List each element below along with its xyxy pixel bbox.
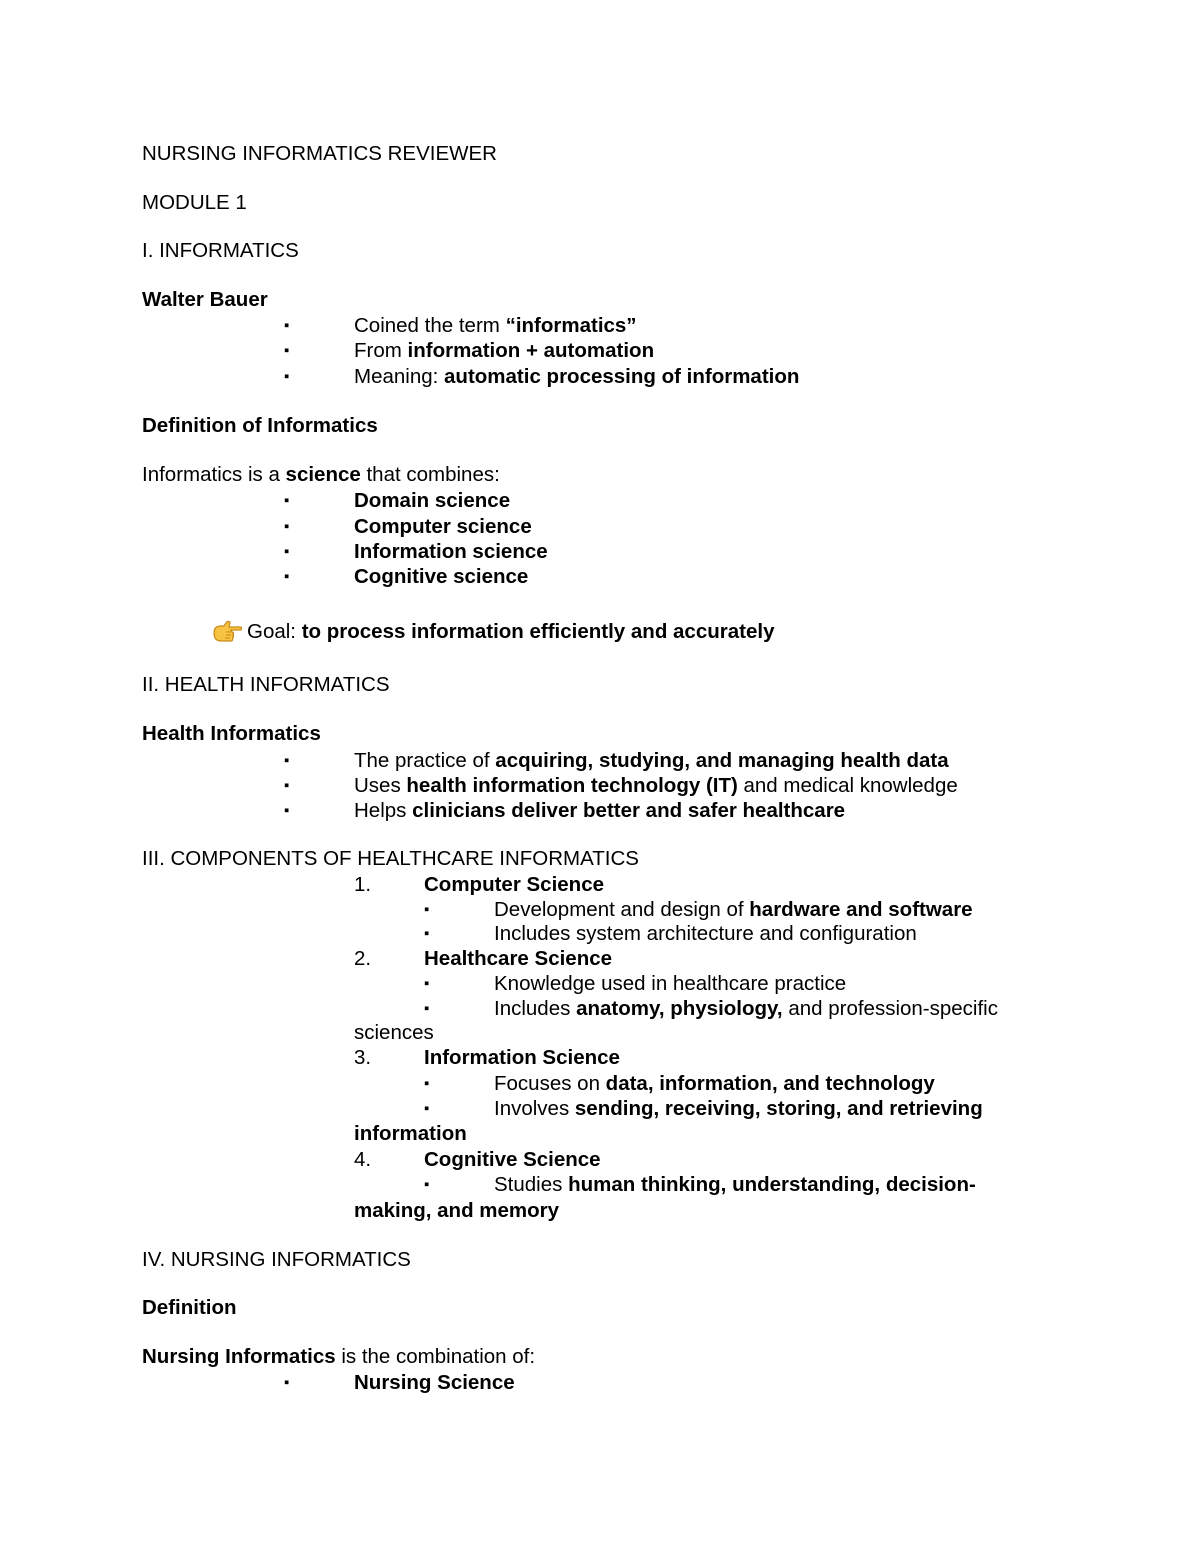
bullet-item-continuation: information — [354, 1122, 467, 1145]
bullet-icon: ▪ — [424, 1075, 430, 1092]
pointing-hand-icon — [212, 619, 242, 643]
bullet-icon: ▪ — [424, 901, 430, 918]
bullet-icon: ▪ — [284, 342, 290, 359]
bullet-item: Computer science — [354, 515, 532, 538]
bullet-item: Helps clinicians deliver better and safer healthcare — [354, 799, 846, 822]
bullet-item-continuation: making, and memory — [354, 1199, 560, 1222]
informatics-intro: Informatics is a science that combines: — [142, 463, 500, 486]
bullet-item: Includes anatomy, physiology, and profession-specific — [494, 997, 998, 1020]
bullet-icon: ▪ — [284, 317, 290, 334]
section-3-heading: III. COMPONENTS OF HEALTHCARE INFORMATICS — [142, 847, 639, 870]
bullet-item: Information science — [354, 540, 548, 563]
component-title: Cognitive Science — [424, 1148, 601, 1171]
bullet-item-continuation: sciences — [354, 1021, 434, 1044]
bullet-item: Development and design of hardware and software — [494, 898, 973, 921]
bullet-icon: ▪ — [424, 975, 430, 992]
bullet-icon: ▪ — [424, 1176, 430, 1193]
bullet-icon: ▪ — [424, 1000, 430, 1017]
bullet-icon: ▪ — [284, 802, 290, 819]
bullet-item: From information + automation — [354, 339, 655, 362]
bullet-item: Domain science — [354, 489, 511, 512]
list-number: 2. — [354, 947, 372, 970]
bullet-icon: ▪ — [284, 543, 290, 560]
health-informatics-subheading: Health Informatics — [142, 722, 321, 745]
section-2-heading: II. HEALTH INFORMATICS — [142, 673, 390, 696]
bullet-icon: ▪ — [284, 777, 290, 794]
bullet-icon: ▪ — [284, 368, 290, 385]
bullet-item: Includes system architecture and configuration — [494, 922, 917, 945]
bullet-icon: ▪ — [284, 752, 290, 769]
bullet-item: The practice of acquiring, studying, and managing health data — [354, 749, 949, 772]
bullet-icon: ▪ — [284, 492, 290, 509]
document-title: NURSING INFORMATICS REVIEWER — [142, 142, 497, 165]
component-title: Information Science — [424, 1046, 620, 1069]
list-number: 3. — [354, 1046, 372, 1069]
goal-statement: Goal: to process information efficiently and accurately — [247, 620, 775, 643]
bullet-icon: ▪ — [284, 1374, 290, 1391]
list-number: 1. — [354, 873, 372, 896]
list-number: 4. — [354, 1148, 372, 1171]
walter-bauer-subheading: Walter Bauer — [142, 288, 268, 311]
component-title: Computer Science — [424, 873, 604, 896]
bullet-item: Focuses on data, information, and technology — [494, 1072, 935, 1095]
module-label: MODULE 1 — [142, 191, 247, 214]
bullet-item: Nursing Science — [354, 1371, 515, 1394]
bullet-icon: ▪ — [424, 925, 430, 942]
section-1-heading: I. INFORMATICS — [142, 239, 299, 262]
bullet-item: Studies human thinking, understanding, decision- — [494, 1173, 976, 1196]
bullet-item: Uses health information technology (IT) and medical knowledge — [354, 774, 958, 797]
nursing-informatics-intro: Nursing Informatics is the combination of: — [142, 1345, 536, 1368]
bullet-item: Coined the term “informatics” — [354, 314, 637, 337]
bullet-icon: ▪ — [424, 1100, 430, 1117]
section-4-heading: IV. NURSING INFORMATICS — [142, 1248, 411, 1271]
bullet-item: Cognitive science — [354, 565, 529, 588]
definition-subheading: Definition of Informatics — [142, 414, 378, 437]
bullet-icon: ▪ — [284, 568, 290, 585]
component-title: Healthcare Science — [424, 947, 613, 970]
bullet-item: Knowledge used in healthcare practice — [494, 972, 847, 995]
definition-subheading: Definition — [142, 1296, 237, 1319]
bullet-item: Meaning: automatic processing of information — [354, 365, 800, 388]
bullet-item: Involves sending, receiving, storing, and retrieving — [494, 1097, 983, 1120]
bullet-icon: ▪ — [284, 518, 290, 535]
